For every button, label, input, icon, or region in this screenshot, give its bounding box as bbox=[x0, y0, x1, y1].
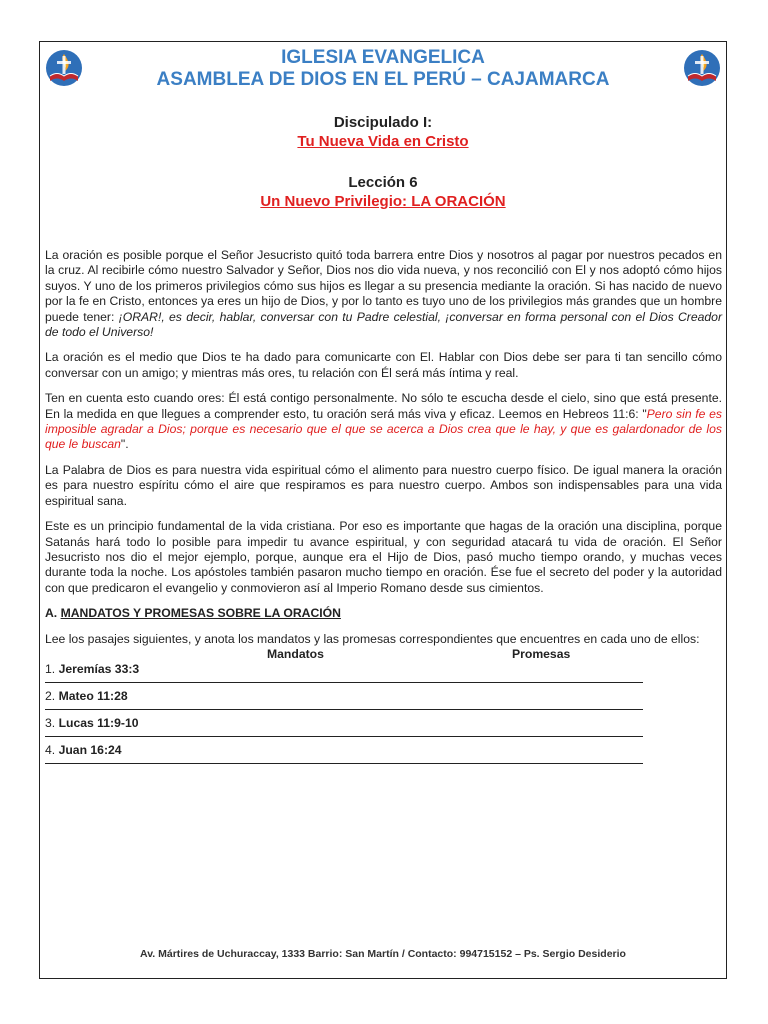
footer-contact: Av. Mártires de Uchuraccay, 1333 Barrio: San Martín / Contacto: 994715152 – Ps. Sergio Desiderio bbox=[140, 948, 626, 960]
lesson-title bbox=[40, 173, 726, 211]
column-headers bbox=[45, 647, 722, 662]
lesson-body bbox=[45, 248, 722, 770]
paragraph-2: La oración es el medio que Dios te ha dado para comunicarte con El. Hablar con Dios debe ser para ti tan sencillo cómo conversar con un amigo; y mientras más ores, tu relación con Él será más íntima y real. bbox=[45, 350, 722, 380]
course-title bbox=[40, 113, 726, 151]
course-subtitle: Tu Nueva Vida en Cristo bbox=[297, 133, 469, 150]
section-a-heading: A. MANDATOS Y PROMESAS SOBRE LA ORACIÓN bbox=[45, 606, 341, 621]
answer-line[interactable] bbox=[45, 736, 643, 737]
exercise-item: 4. Juan 16:24 bbox=[45, 742, 122, 757]
paragraph-4: La Palabra de Dios es para nuestra vida espiritual cómo el alimento para nuestro cuerpo físico. De igual manera la oración es para nuestro espíritu cómo el aire que respiramos es para nuestro cuerpo. Ambos son indispensables para una vida espiritual sana. bbox=[45, 462, 722, 508]
answer-line[interactable] bbox=[45, 682, 643, 683]
exercise-item: 1. Jeremías 33:3 bbox=[45, 661, 140, 676]
assembly-name: ASAMBLEA DE DIOS EN EL PERÚ – CAJAMARCA bbox=[156, 69, 610, 90]
course-label: Discipulado I: bbox=[333, 114, 433, 131]
exercise-item: 3. Lucas 11:9-10 bbox=[45, 715, 139, 730]
paragraph-1: La oración es posible porque el Señor Jesucristo quitó toda barrera entre Dios y nosotros al pagar por nuestros pecados en la cruz. Al recibirle cómo nuestro Salvador y Señor, Dios nos dio vida nueva, y nos reconcilió con El y nos adoptó cómo hijos suyos. Y uno de los primeros privilegios cómo sus hijos es llegar a su presencia mediante la oración. Si has nacido de nuevo por la fe en Cristo, entonces ya eres un hijo de Dios, y por lo tanto es tuyo uno de los privilegios más grandes que un hombre puede tener: ¡ORAR!, es decir, hablar, conversar con tu Padre celestial, ¡conversar en forma personal con el Dios Creador de todo el Universo! bbox=[45, 248, 723, 340]
lesson-label: Lección 6 bbox=[348, 174, 418, 191]
answer-line[interactable] bbox=[45, 763, 643, 764]
church-name: IGLESIA EVANGELICA bbox=[281, 47, 485, 68]
paragraph-1-emphasis: ¡ORAR!, es decir, hablar, conversar con tu Padre celestial, ¡conversar en forma personal con el Dios Creador de todo el Universo! bbox=[45, 309, 723, 340]
document-header bbox=[40, 47, 726, 91]
answer-line[interactable] bbox=[45, 709, 643, 710]
column-mandatos: Mandatos bbox=[267, 646, 324, 661]
section-a-instructions: Lee los pasajes siguientes, y anota los mandatos y las promesas correspondientes que encuentres en cada uno de ellos: bbox=[45, 631, 700, 646]
document-page bbox=[39, 41, 727, 979]
hebrews-quote: Pero sin fe es imposible agradar a Dios; porque es necesario que el que se acerca a Dios crea que le hay, y que es galardonador de los que le buscan bbox=[45, 406, 722, 452]
paragraph-3: Ten en cuenta esto cuando ores: Él está contigo personalmente. No sólo te escucha desde el cielo, sino que está presente. En la medida en que llegues a comprender esto, tu oración será más viva y eficaz. Leemos en Hebreos 11:6: "Pero sin fe es imposible agradar a Dios; porque es necesario que el que se acerca a Dios crea que le hay, y que es galardonador de los que le buscan". bbox=[45, 391, 722, 452]
paragraph-5: Este es un principio fundamental de la vida cristiana. Por eso es importante que hagas de la oración una disciplina, porque Satanás hará todo lo posible para impedir tu avance espiritual, y con seguridad atacará tu vida de oración. El Señor Jesucristo nos dio el mejor ejemplo, porque, aunque era el Hijo de Dios, pasó mucho tiempo orando, y muchas veces durante toda la noche. Los apóstoles también pasaron mucho tiempo en oración. Ése fue el secreto del poder y la autoridad con que predicaron el evangelio y conmovieron así al Imperio Romano desde sus cimientos. bbox=[45, 519, 722, 595]
lesson-subtitle: Un Nuevo Privilegio: LA ORACIÓN bbox=[260, 193, 506, 210]
column-promesas: Promesas bbox=[512, 646, 571, 661]
exercise-item: 2. Mateo 11:28 bbox=[45, 688, 128, 703]
exercise-list bbox=[45, 662, 722, 764]
